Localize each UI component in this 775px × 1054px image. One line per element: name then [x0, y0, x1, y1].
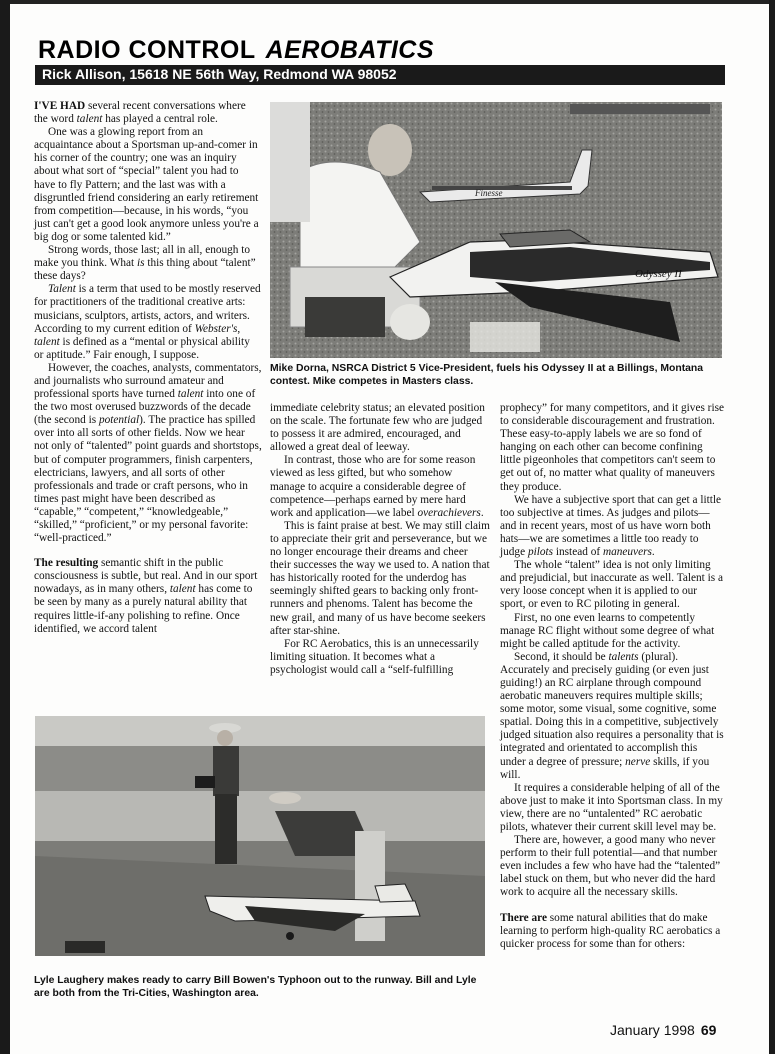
scan-border-top: [0, 0, 775, 4]
paragraph: The whole “talent” idea is not only limiting and prejudicial, but inaccurate as well. Talent is a very loose concept when it is applied to our sport, or even to RC piloting in general.: [500, 559, 723, 611]
text: has come to be seen by many as a purely natural ability that requires little-if-any polishing to refine. Once identified, we accord talent: [34, 583, 253, 635]
column-title: [38, 36, 434, 65]
paragraph: [500, 494, 724, 559]
text: We have a subjective sport that can get a little too subjective at times. As judges and pilots—and in recent years, most of us have worn both hats—we are sometimes a little too ready to judge: [500, 493, 722, 559]
italic-text: nerve: [625, 755, 651, 768]
italic-text: potential: [98, 414, 140, 427]
italic-text: talent: [76, 113, 103, 126]
author-line: Rick Allison, 15618 NE 56th Way, Redmond WA 98052: [42, 66, 397, 82]
article-column-3: [500, 402, 724, 951]
italic-text: talent: [169, 583, 196, 596]
italic-text: talents: [608, 650, 639, 663]
text: .: [480, 506, 484, 519]
text: ). The practice has spilled over into all sorts of other fields. Now we hear not only of “talented” point guards and shortstops, but of computer programmers, finish carpenters, electricians, lawyers, and all sorts of other professionals and trade or craft persons, who in times past might have been described as “capable,” “competent,” “knowledgeable,” “skilled,” “proficient,” or my personal favorite: “well-practiced.”: [34, 414, 262, 545]
italic-text: Webster's: [194, 322, 238, 335]
plane-label-finesse: Finesse: [475, 188, 503, 198]
italic-text: Talent: [48, 283, 76, 296]
photo-illustration: [35, 716, 485, 956]
photo-caption-top: Mike Dorna, NSRCA District 5 Vice-President, fuels his Odyssey II at a Billings, Montana contest. Mike competes in Masters class.: [270, 363, 704, 387]
text: Strong words, those last; all in all, enough to make you think. What: [34, 244, 251, 270]
text: has played a central role.: [102, 113, 218, 126]
paragraph: First, no one even learns to competently manage RC flight without some degree of what might be called aptitude for the activity.: [500, 611, 715, 650]
text: several recent conversations where the word: [34, 100, 246, 126]
italic-text: talent: [34, 335, 60, 348]
paragraph: For RC Aerobatics, this is an unnecessarily limiting situation. It becomes what a psychologist would call a “self-fulfilling: [270, 637, 479, 676]
photo-fueling-odyssey: [270, 102, 722, 358]
text: is defined as a “mental or physical ability or aptitude.” Fair enough, I suppose.: [34, 335, 250, 361]
text: Second, it should be: [514, 650, 609, 663]
paragraph: immediate celebrity status; an elevated position on the scale. The fortunate few who are judged to possess it are admired, encouraged, and allowed a great deal of leeway.: [270, 402, 485, 454]
lead-in: I'VE HAD: [34, 100, 86, 112]
title-italic: AEROBATICS: [265, 36, 435, 64]
photo-typhoon-runway: [35, 716, 485, 956]
paragraph: It requires a considerable helping of all of the above just to make it into Sportsman class. In my view, there are no “untalented” RC aerobatic pilots, whatever their current skill level may be.: [500, 781, 723, 833]
paragraph: [270, 454, 490, 519]
paragraph: [34, 557, 262, 636]
paragraph: [34, 100, 262, 126]
paragraph: One was a glowing report from an acquaintance about a Sportsman up-and-comer in his corner of the country; one was an inquiry about what sort of “special” talent you had to have to fly Pattern; and the last was with a disgruntled friend considering an early retirement from competition—because, in his words, “you just can't get a good look anymore unless you're a big dog or some talented kid.”: [34, 126, 259, 243]
text: (plural). Accurately and precisely guiding (or even just guiding!) an RC airplane through compound aerobatic maneuvers requires multiple skills; some motor, some visual, some cognitive, some spatial. Doing this in a competitive, subjectively judged situation also requires a personality that is integrated and orientated to accomplish this under a degree of pressure;: [500, 650, 724, 768]
text: instead of: [553, 546, 603, 559]
paragraph: [34, 362, 262, 545]
text: this thing about “talent” these days?: [34, 257, 256, 283]
issue-date: January 1998: [610, 1022, 695, 1038]
photo-illustration: [270, 102, 722, 358]
text: In contrast, those who are for some reason viewed as less gifted, but who somehow manage to acquire a considerable degree of competence—perhaps earned by mere hard work and application—we label: [270, 454, 476, 519]
page-footer: [610, 1022, 716, 1038]
italic-text: maneuvers: [602, 546, 652, 559]
title-main: RADIO CONTROL: [38, 36, 256, 64]
paragraph: [500, 651, 724, 782]
paragraph: [500, 912, 724, 951]
paragraph: [34, 283, 262, 362]
page-number: 69: [700, 1022, 717, 1038]
author-bar: [35, 65, 725, 85]
scan-border-right: [769, 0, 775, 1054]
text: ,: [237, 322, 241, 335]
article-column-1: [34, 100, 262, 636]
lead-in: The resulting: [34, 557, 99, 570]
italic-text: pilots: [527, 546, 554, 559]
text: .: [651, 546, 655, 559]
paragraph: There are, however, a good many who never perform to their full potential—and that number even includes a few who have had the “talented” label stuck on them, but who never did the hard work to acquire all the necessary skills.: [500, 834, 721, 899]
text: semantic shift in the public consciousness is subtle, but real. And in our sport nowadays, as in many others,: [34, 557, 258, 596]
text: However, the coaches, analysts, commentators, and journalists who surround amateur and professional sports have turned: [34, 361, 262, 401]
plane-label-odyssey: Odyssey II: [635, 268, 682, 280]
text: skills, if you will.: [500, 755, 710, 781]
lead-in: There are: [500, 911, 547, 924]
italic-text: talent: [177, 388, 204, 401]
text: is a term that used to be mostly reserved for practitioners of the traditional creative arts: musicians, sculptors, artists, actors, and writers. According to my current edition of: [34, 283, 261, 335]
article-column-2: [270, 402, 490, 677]
text: into one of the two most overused buzzwords of the decade (the second is: [34, 388, 256, 427]
paragraph: [34, 244, 262, 283]
italic-text: overachievers: [417, 506, 481, 519]
paragraph: prophecy” for many competitors, and it gives rise to considerable discouragement and frustration. These easy-to-apply labels we are so fond of hanging on each other can become confining little pigeonholes that competitors can't seem to get out of, no matter what quality of maneuvers they produce.: [500, 402, 724, 493]
italic-text: is: [137, 257, 145, 270]
photo-caption-bottom: Lyle Laughery makes ready to carry Bill Bowen's Typhoon out to the runway. Bill and Lyle are both from the Tri-Cities, Washington area.: [34, 975, 477, 999]
paragraph: This is faint praise at best. We may still claim to appreciate their grit and perseverance, but we no longer encourage their dreams and cheer their successes the way we used to. A nation that has historically rooted for the underdog has seemingly shifted gears to backing only front-runners and phenoms. Talent has become the new grail, and many of us have become seekers after star-shine.: [270, 519, 490, 637]
scan-border-left: [0, 0, 10, 1054]
text: some natural abilities that do make learning to perform high-quality RC aerobatics a quicker process for some than for others:: [500, 911, 721, 950]
